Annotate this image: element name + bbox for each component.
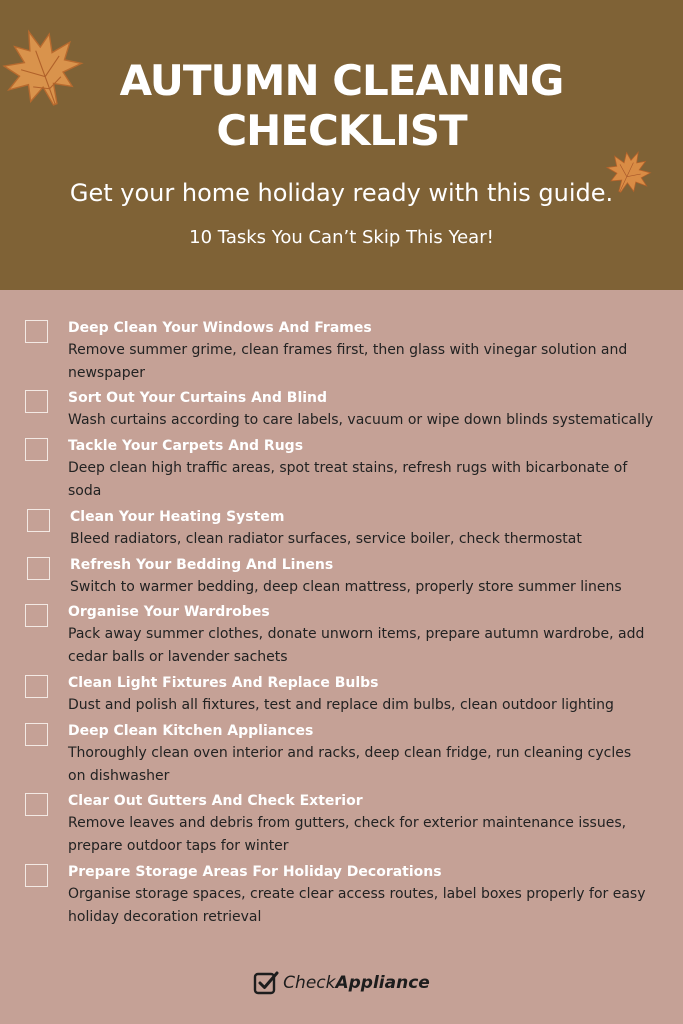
task-description: Remove summer grime, clean frames first, then glass with vinegar solution and newspaper (68, 342, 628, 381)
task-description: Switch to warmer bedding, deep clean mattress, properly store summer linens (70, 579, 622, 595)
task-title: Deep Clean Kitchen Appliances (68, 723, 314, 739)
checkbox[interactable] (27, 509, 50, 532)
task-description: Bleed radiators, clean radiator surfaces, service boiler, check thermostat (70, 531, 582, 547)
task-title: Refresh Your Bedding And Linens (70, 557, 334, 573)
task-description: Deep clean high traffic areas, spot treat stains, refresh rugs with bicarbonate of soda (68, 460, 628, 499)
checkbox[interactable] (25, 864, 48, 887)
task-title: Prepare Storage Areas For Holiday Decorations (68, 864, 442, 880)
brand-logo (0, 968, 683, 998)
tagline: 10 Tasks You Can’t Skip This Year! (189, 227, 494, 248)
task-description: Remove leaves and debris from gutters, check for exterior maintenance issues, prepare outdoor taps for winter (68, 815, 627, 854)
checkbox[interactable] (25, 390, 48, 413)
task-description: Wash curtains according to care labels, vacuum or wipe down blinds systematically (68, 412, 654, 428)
task-title: Deep Clean Your Windows And Frames (68, 320, 372, 336)
checkbox[interactable] (25, 438, 48, 461)
checkbox[interactable] (25, 793, 48, 816)
task-description: Organise storage spaces, create clear access routes, label boxes properly for easy holiday decoration retrieval (68, 886, 646, 925)
title-line-1: AUTUMN CLEANING (119, 56, 564, 105)
brand-name-part-2: Appliance (335, 973, 430, 993)
task-title: Clean Light Fixtures And Replace Bulbs (68, 675, 379, 691)
task-title: Organise Your Wardrobes (68, 604, 270, 620)
brand-name-part-1: Check (283, 973, 336, 993)
task-description: Pack away summer clothes, donate unworn items, prepare autumn wardrobe, add cedar balls or lavender sachets (68, 626, 645, 665)
checkbox[interactable] (25, 675, 48, 698)
checkbox[interactable] (25, 723, 48, 746)
page-title (0, 56, 683, 156)
title-line-2: CHECKLIST (216, 106, 467, 155)
checkbox[interactable] (27, 557, 50, 580)
checkbox[interactable] (25, 320, 48, 343)
check-square-icon (253, 970, 279, 996)
task-title: Sort Out Your Curtains And Blind (68, 390, 328, 406)
task-title: Clear Out Gutters And Check Exterior (68, 793, 363, 809)
subtitle: Get your home holiday ready with this guide. (69, 179, 614, 207)
task-title: Clean Your Heating System (70, 509, 285, 525)
checkbox[interactable] (25, 604, 48, 627)
header-banner (0, 0, 683, 290)
task-description: Thoroughly clean oven interior and racks, deep clean fridge, run cleaning cycles on dishwasher (68, 745, 632, 784)
task-title: Tackle Your Carpets And Rugs (68, 438, 304, 454)
task-description: Dust and polish all fixtures, test and replace dim bulbs, clean outdoor lighting (68, 697, 614, 713)
